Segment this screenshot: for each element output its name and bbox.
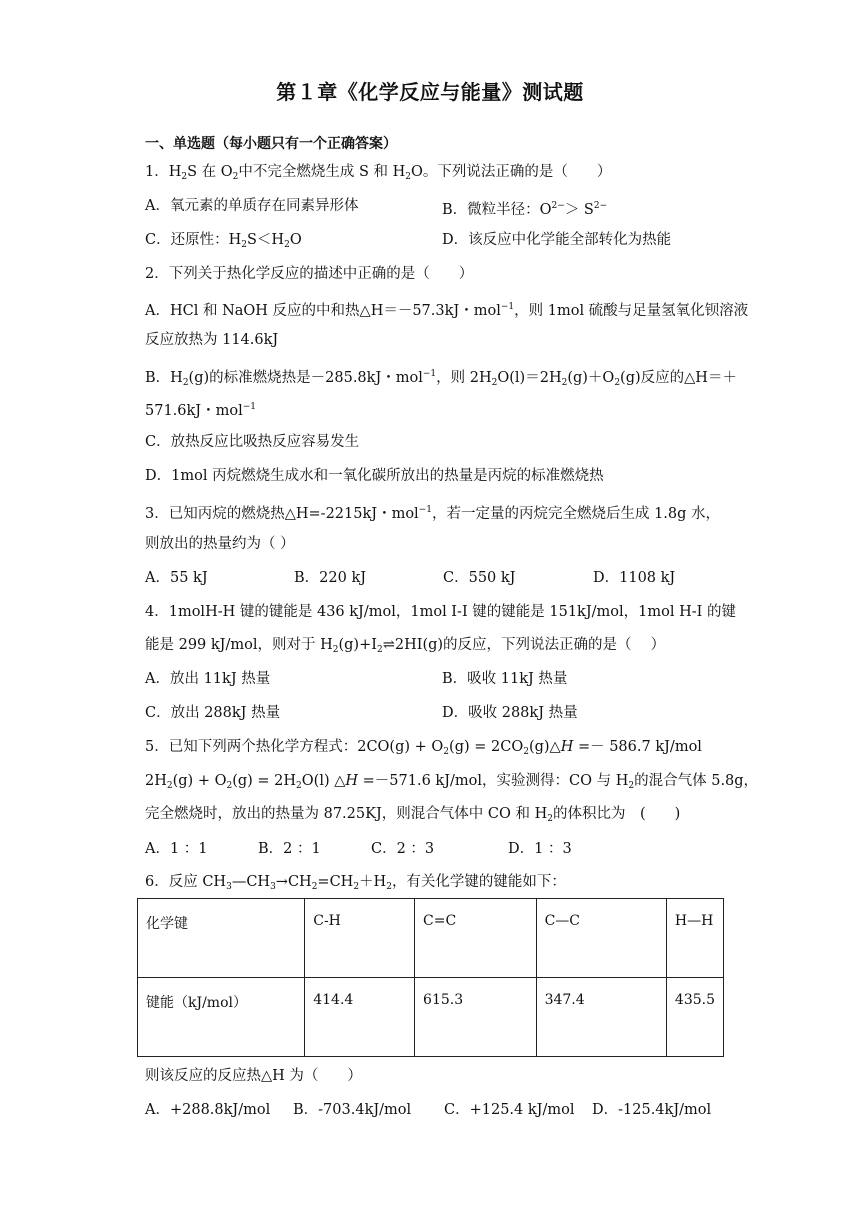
q3-option-d: D．1108 kJ [593,570,676,586]
q2-option-a-line2: 反应放热为 114.6kJ [145,332,279,348]
table-cell: 414.4 [305,978,415,1057]
table-cell: 键能（kJ/mol） [138,978,305,1057]
q5-option-b: B．2 ：1 [258,841,321,857]
q5-stem-line2: $2H_2(g) + O_2(g) = 2H_2O(l)$ △H =－571.6 kJ/mol，实验测得：CO 与 $H_2$的混合气体 5.8g， [145,773,759,791]
q1-option-a: A．氧元素的单质存在同素异形体 [145,198,359,214]
q6-followup: 则该反应的反应热△H 为（ ） [145,1068,362,1084]
q4-option-a: A．放出 11kJ 热量 [145,671,271,687]
q2-option-c: C．放热反应比吸热反应容易发生 [145,434,360,450]
q1-stem: 1．$H_2S$ 在 $O_2$中不完全燃烧生成 S 和 $H_2O$。下列说法正确的是（ ） [145,164,612,182]
q1-option-c: C．还原性：$H_2S<H_2O$ [145,232,302,250]
table-header-row [138,899,724,978]
q4-option-c: C．放出 288kJ 热量 [145,705,281,721]
page-title: 第１章《化学反应与能量》测试题 [276,80,584,104]
table-row [138,978,724,1057]
equilibrium-arrow-icon: ⇌ [382,637,395,653]
table-cell: C=C [415,899,537,978]
table-cell: H—H [666,899,723,978]
q2-option-d: D．1mol 丙烷燃烧生成水和一氧化碳所放出的热量是丙烷的标准燃烧热 [145,468,604,484]
q3-stem-line2: 则放出的热量约为（ ） [145,536,295,552]
q5-stem-line3: 完全燃烧时，放出的热量为 87.25KJ，则混合气体中 CO 和 $H_2$的体积比为 ( ) [145,806,681,824]
q2-option-a-line1: A．HCl 和 NaOH 反应的中和热△H＝－57.3kJ・mol$^{-1}$，则 1mol 硫酸与足量氢氧化钡溶液 [145,302,749,319]
q4-stem-line2: 能是 299 kJ/mol，则对于 $H_2(g)+I_2\rightleftharpoons 2HI(g)$的反应，下列说法正确的是（ ） [145,637,666,655]
table-cell: 347.4 [536,978,666,1057]
q3-option-c: C．550 kJ [443,570,516,586]
q6-option-c: C．+125.4 kJ/mol [444,1102,575,1118]
q1-option-b: B．微粒半径：$O^{2-}> S^{2-}$ [442,201,608,218]
table-cell: 化学键 [138,899,305,978]
q2-option-b-line2: 571.6kJ・mol$^{-1}$ [145,402,257,419]
q6-option-a: A．+288.8kJ/mol [145,1102,271,1118]
q2-stem: 2．下列关于热化学反应的描述中正确的是（ ） [145,266,474,282]
q4-stem-line1: 4．1molH-H 键的键能是 436 kJ/mol，1mol I-I 键的键能是 151kJ/mol，1mol H-I 的键 [145,604,736,620]
q4-option-d: D．吸收 288kJ 热量 [442,705,578,721]
q6-option-d: D．-125.4kJ/mol [592,1102,712,1118]
table-cell: C—C [536,899,666,978]
q2-option-b-line1: B．$H_2(g)$的标准燃烧热是－285.8kJ・mol$^{-1}$，则 $2H_2O(l)=2H_2(g)+O_2(g)$反应的△H＝＋ [145,369,737,388]
q3-option-b: B．220 kJ [294,570,367,586]
table-cell: C-H [305,899,415,978]
q1-option-d: D．该反应中化学能全部转化为热能 [442,232,672,248]
q3-stem-line1: 3．已知丙烷的燃烧热△H=-2215kJ・mol$^{-1}$，若一定量的丙烷完全燃烧后生成 1.8g 水， [145,505,721,522]
q4-option-b: B．吸收 11kJ 热量 [442,671,568,687]
q6-stem: 6．反应 $CH_3—CH_3\to CH_2=CH_2+H_2$，有关化学键的键能如下： [145,874,566,892]
q5-option-d: D．1 ：3 [508,841,572,857]
bond-energy-table [137,898,724,1057]
q5-stem-line1: 5．已知下列两个热化学方程式：$2CO(g) + O_2(g)$ = $2CO_2(g)\triangle H =- 586.7$ kJ/mol [145,739,702,757]
q5-option-c: C．2 ：3 [371,841,435,857]
q6-option-b: B．-703.4kJ/mol [293,1102,412,1118]
table-cell: 435.5 [666,978,723,1057]
section-heading: 一、单选题（每小题只有一个正确答案） [145,136,397,152]
q5-option-a: A．1 ：1 [145,841,208,857]
q3-option-a: A．55 kJ [145,570,208,586]
table-cell: 615.3 [415,978,537,1057]
